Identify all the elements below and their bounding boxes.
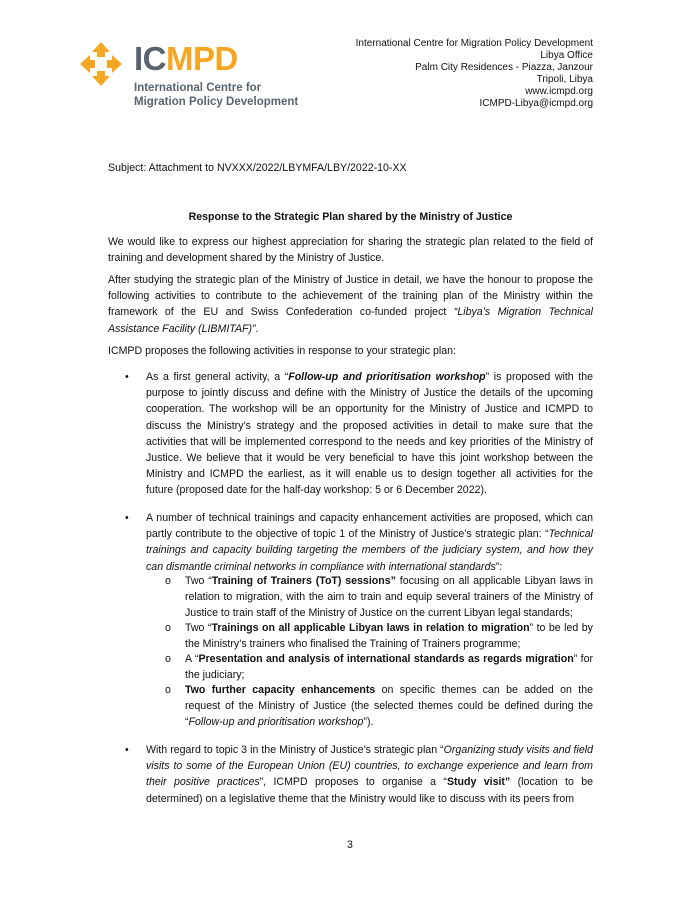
bullet-icon: • <box>125 744 129 756</box>
subject-line: Subject: Attachment to NVXXX/2022/LBYMFA/LBY/2022-10-XX <box>108 162 407 174</box>
logo-wordmark: ICMPD <box>134 40 238 77</box>
address-line: International Centre for Migration Policy Development <box>355 38 593 49</box>
sub-bullet-text: Two “Training of Trainers (ToT) sessions” focusing on all applicable Libyan laws in relation to migration, with the aim to train and equip several trainers of the Ministry of Justice to train staff of the Ministry of Justice on the current Libyan legal standards; <box>185 575 593 620</box>
sub-bullet-text: A “Presentation and analysis of international standards as regards migration” for the judiciary; <box>185 653 593 682</box>
address-line: Tripoli, Libya <box>536 74 593 86</box>
sub-bullet-icon: o <box>165 622 171 634</box>
office-address <box>356 38 593 111</box>
logo-tagline: International Centre for Migration Policy Development <box>134 82 299 108</box>
document-title: Response to the Strategic Plan shared by the Ministry of Justice <box>188 211 513 223</box>
address-line: Palm City Residences - Piazza, Janzour <box>415 62 593 74</box>
paragraph-appreciation: We would like to express our highest appreciation for sharing the strategic plan related to the field of training and development shared by the Ministry of Justice. <box>108 236 593 265</box>
bullet-icon: • <box>125 371 129 383</box>
bullet-text: A number of technical trainings and capacity enhancement activities are proposed, which can partly contribute to the objective of topic 1 of the Ministry of Justice’s strategic plan: “Technical trainings and capacity building targeting the members of the judiciary system, and how they can dismantle criminal networks in compliance with international standards”: <box>146 512 593 573</box>
sub-bullet-icon: o <box>165 575 171 587</box>
sub-bullet-text: Two “Trainings on all applicable Libyan laws in relation to migration” to be led by the Ministry’s trainers who finalised the Training of Trainers programme; <box>185 622 593 651</box>
bullet-text: With regard to topic 3 in the Ministry of Justice’s strategic plan “Organizing study visits and field visits to some of the European Union (EU) countries, to exchange experience and learn from their positive practices”, ICMPD proposes to organise a “Study visit” (location to be determined) on a legislative theme that the Ministry would like to discuss with its peers from <box>146 744 593 805</box>
sub-bullet-text: Two further capacity enhancements on specific themes can be added on the request of the Ministry of Justice (the selected themes could be defined during the “Follow-up and prioritisation workshop”). <box>185 684 593 729</box>
email-link[interactable]: ICMPD-Libya@icmpd.org <box>479 98 593 110</box>
page-number: 3 <box>347 839 353 851</box>
address-line: Libya Office <box>540 50 593 62</box>
icmpd-logo <box>80 40 300 112</box>
icmpd-arrows-icon <box>80 40 134 96</box>
bullet-icon: • <box>125 512 129 524</box>
sub-bullet-icon: o <box>165 684 171 696</box>
sub-bullet-icon: o <box>165 653 171 665</box>
website-link[interactable]: www.icmpd.org <box>525 86 593 98</box>
paragraph-intro-activities: ICMPD proposes the following activities in response to your strategic plan: <box>108 345 456 357</box>
bullet-text: As a first general activity, a “Follow-up and prioritisation workshop” is proposed with the purpose to jointly discuss and define with the Ministry of Justice the details of the upcoming cooperation. The workshop will be an opportunity for the Ministry of Justice and ICMPD to discuss the Ministry’s strategy and the proposed activities in detail to make sure that the activities that will be implemented correspond to the needs and key priorities of the Ministry of Justice. We believe that it would be very beneficial to have this joint workshop between the Ministry and ICMPD the earliest, as it will enable us to design together all activities for the future (proposed date for the half-day workshop: 5 or 6 December 2022). <box>146 371 593 497</box>
paragraph-proposal: After studying the strategic plan of the Ministry of Justice in detail, we have the honour to propose the following activities to contribute to the achievement of the training plan of the Ministry within the framework of the EU and Swiss Confederation co-funded project “Libya’s Migration Technical Assistance Facility (LIBMITAF)”. <box>108 274 593 335</box>
